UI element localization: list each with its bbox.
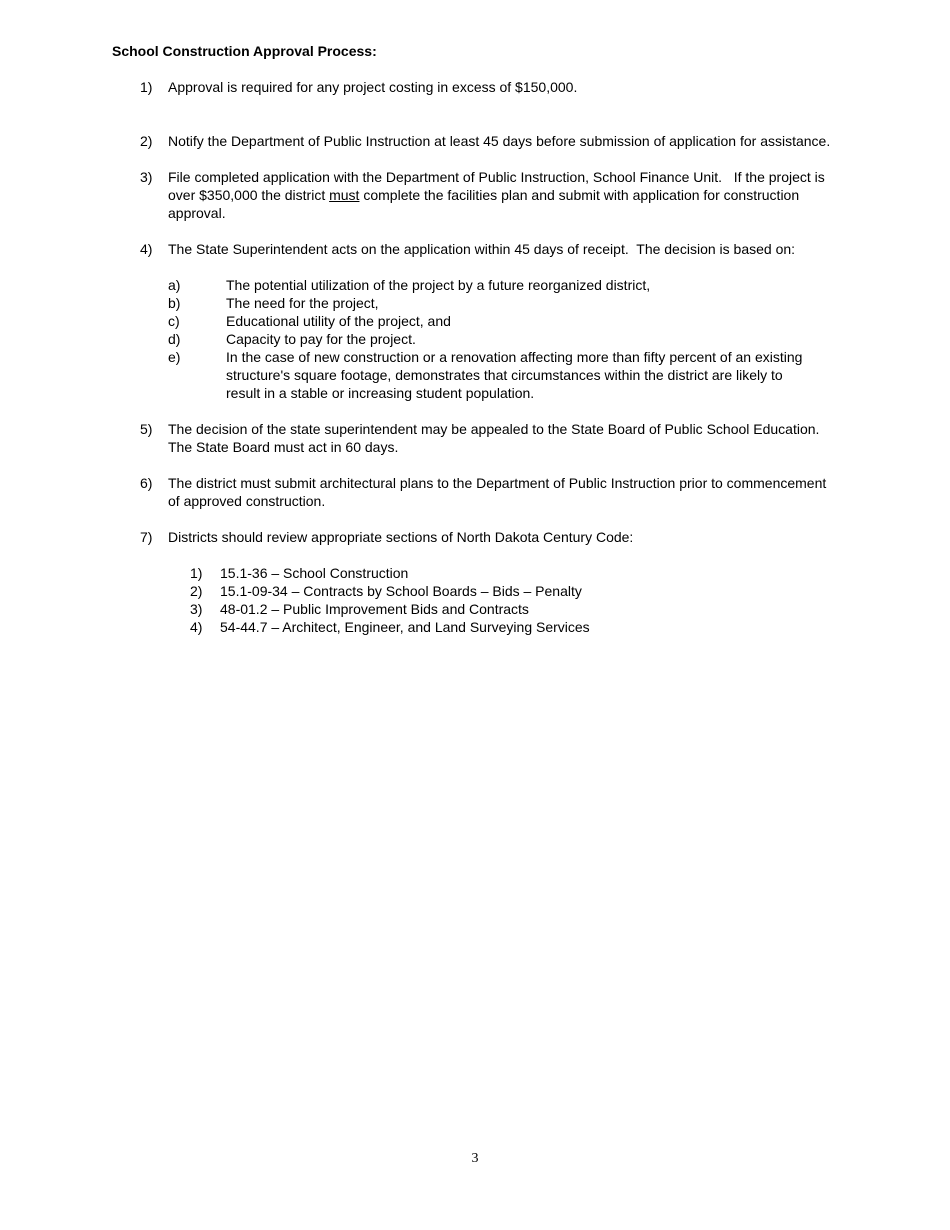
page-title: School Construction Approval Process: bbox=[112, 43, 377, 59]
list-item-3 bbox=[140, 168, 872, 222]
list-item-5 bbox=[140, 420, 872, 456]
list-item-text: Approval is required for any project costing in excess of $150,000. bbox=[168, 79, 578, 95]
list-item-marker: 2) bbox=[140, 133, 153, 149]
list-item-marker: e) bbox=[168, 349, 181, 365]
document-page bbox=[112, 42, 872, 654]
century-code-item-2 bbox=[190, 582, 872, 600]
list-item-text-before: File completed application with the Department of Public Instruction, School Finance Unit. If the project is over $350,000 the district bbox=[168, 169, 829, 203]
list-item-text: The decision of the state superintendent may be appealed to the State Board of Public School Education. The State Board must act in 60 days. bbox=[168, 421, 827, 455]
list-item-text: The need for the project, bbox=[226, 295, 379, 311]
criteria-item-d bbox=[168, 330, 872, 348]
list-item-marker: 3) bbox=[190, 601, 203, 617]
list-item-text: 54-44.7 – Architect, Engineer, and Land Surveying Services bbox=[220, 619, 590, 635]
list-item-marker: c) bbox=[168, 313, 180, 329]
list-item-marker: 4) bbox=[140, 241, 153, 257]
list-item-marker: 2) bbox=[190, 583, 203, 599]
list-item-text: The State Superintendent acts on the application within 45 days of receipt. The decision is based on: bbox=[168, 241, 796, 257]
list-item-marker: b) bbox=[168, 295, 181, 311]
century-code-item-4 bbox=[190, 618, 872, 636]
century-code-sublist bbox=[190, 564, 872, 636]
criteria-item-c bbox=[168, 312, 872, 330]
list-item-1 bbox=[140, 78, 872, 114]
list-item-text: Districts should review appropriate sections of North Dakota Century Code: bbox=[168, 529, 634, 545]
list-item-text: Educational utility of the project, and bbox=[226, 313, 451, 329]
list-item-7 bbox=[140, 528, 872, 546]
list-item-text bbox=[168, 168, 840, 222]
list-item-marker: 4) bbox=[190, 619, 203, 635]
list-item-2 bbox=[140, 132, 872, 150]
list-item-text: 15.1-09-34 – Contracts by School Boards – Bids – Penalty bbox=[220, 583, 582, 599]
century-code-item-3 bbox=[190, 600, 872, 618]
list-item-marker: 1) bbox=[190, 565, 203, 581]
criteria-item-b bbox=[168, 294, 872, 312]
criteria-sublist bbox=[168, 276, 872, 402]
list-item-marker: 7) bbox=[140, 529, 153, 545]
list-item-4 bbox=[140, 240, 872, 258]
list-item-text: 15.1-36 – School Construction bbox=[220, 565, 409, 581]
underlined-word: must bbox=[329, 187, 360, 203]
list-item-text: The district must submit architectural plans to the Department of Public Instruction prior to commencement of approved construction. bbox=[168, 475, 831, 509]
list-item-marker: a) bbox=[168, 277, 181, 293]
criteria-item-e bbox=[168, 348, 872, 402]
list-item-marker: 5) bbox=[140, 421, 153, 437]
criteria-item-a bbox=[168, 276, 872, 294]
list-item-6 bbox=[140, 474, 872, 510]
list-item-marker: 6) bbox=[140, 475, 153, 491]
list-item-text: In the case of new construction or a renovation affecting more than fifty percent of an existing structure's square footage, demonstrates that circumstances within the district are likely to result in a stable or increasing student population. bbox=[226, 349, 807, 401]
list-item-text: Notify the Department of Public Instruction at least 45 days before submission of application for assistance. bbox=[168, 133, 831, 149]
list-item-marker: 3) bbox=[140, 169, 153, 185]
list-item-marker: 1) bbox=[140, 79, 153, 95]
list-item-text: 48-01.2 – Public Improvement Bids and Contracts bbox=[220, 601, 529, 617]
list-item-text: The potential utilization of the project by a future reorganized district, bbox=[226, 277, 651, 293]
list-item-text-after: complete the facilities plan and submit with application for construction approval. bbox=[168, 187, 804, 221]
page-number: 3 bbox=[471, 1151, 479, 1166]
century-code-item-1 bbox=[190, 564, 872, 582]
list-item-text: Capacity to pay for the project. bbox=[226, 331, 416, 347]
list-item-marker: d) bbox=[168, 331, 181, 347]
